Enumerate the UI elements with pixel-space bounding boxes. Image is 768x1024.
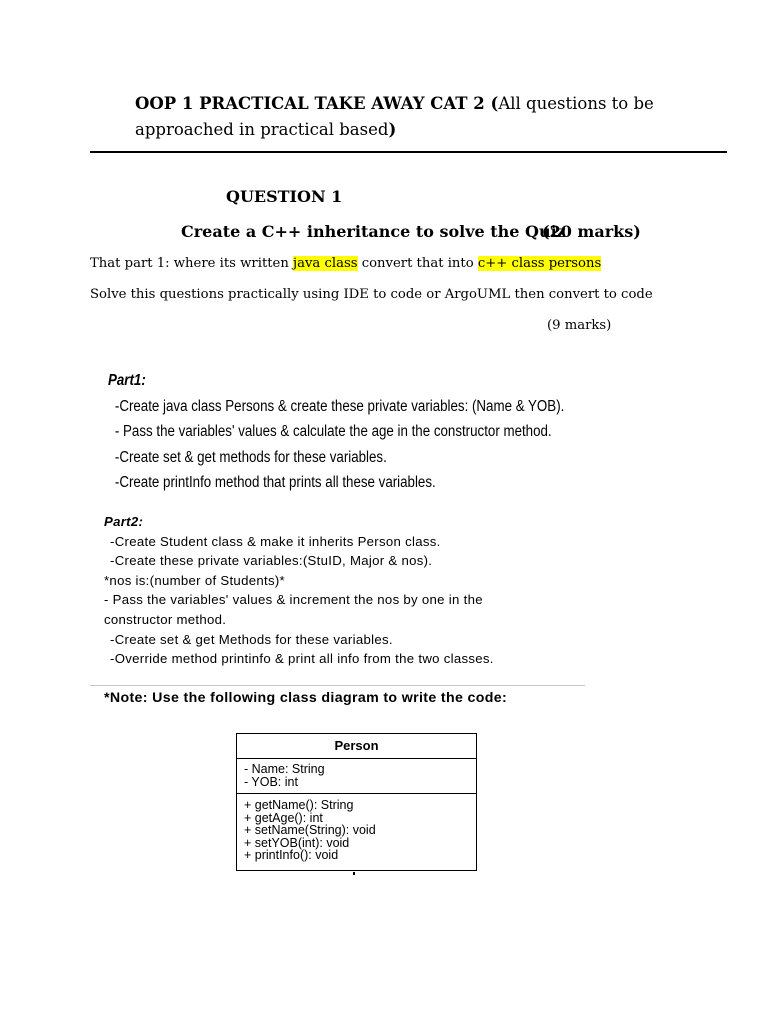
title-divider [90,151,727,153]
class-diagram-note: *Note: Use the following class diagram to write the code: [104,690,508,706]
instruction-marks: (9 marks) [547,318,612,333]
highlight-java-class: java class [293,256,358,271]
note-divider [90,685,585,686]
part2-item: *nos is:(number of Students)* [104,572,285,588]
uml-class-diagram [236,733,477,871]
part2-item: -Create these private variables:(StuID, Major & nos). [110,553,433,569]
part1-title: Part1: [108,372,146,389]
title-close-paren: ) [388,120,397,139]
part2-item: -Override method printinfo & print all info from the two classes. [110,651,494,667]
uml-methods [237,794,476,862]
uml-method: + printInfo(): void [244,848,339,863]
uml-method: + setName(String): void [244,823,376,838]
document-title-line-2 [135,120,396,139]
uml-attribute: - YOB: int [244,774,298,789]
part2-section [104,512,494,669]
diagram-mark [353,872,355,875]
part2-title: Part2: [104,514,144,529]
part2-item: -Create set & get Methods for these variables. [110,631,393,647]
part1-section [108,368,564,496]
part1-item: -Create printInfo method that prints all these variables. [114,474,436,491]
part2-item: - Pass the variables' values & increment the nos by one in the [104,592,483,608]
title-normal-part: All questions to be [498,94,654,113]
part2-item: -Create Student class & make it inherits Person class. [110,533,441,549]
instruction-text: convert that into [357,256,478,271]
part1-item: -Create java class Persons & create these private variables: (Name & YOB). [114,397,565,415]
part1-item: - Pass the variables' values & calculate the age in the constructor method. [114,423,552,440]
uml-method: + getAge(): int [244,810,323,825]
part2-item: constructor method. [104,611,227,627]
instruction-text: That part 1: where its written [90,256,294,271]
question-marks: (20 marks) [542,222,641,241]
document-title-line-1 [135,94,654,113]
uml-attribute: - Name: String [244,762,325,776]
highlight-cpp-class: c++ class persons [477,256,602,271]
uml-class-name: Person [237,734,476,759]
uml-method: + setYOB(int): void [244,835,350,850]
instruction-paragraph-1 [90,256,601,271]
question-subheading: Create a C++ inheritance to solve the Quiz [181,222,566,241]
uml-method: + getName(): String [244,798,354,812]
question-heading: QUESTION 1 [226,187,343,206]
part1-item: -Create set & get methods for these variables. [114,448,387,466]
title-line2-text: approached in practical based [135,120,389,139]
uml-attributes [237,759,476,794]
instruction-paragraph-2: Solve this questions practically using IDE to code or ArgoUML then convert to code [90,287,653,302]
title-bold-part: OOP 1 PRACTICAL TAKE AWAY CAT 2 ( [135,94,499,113]
